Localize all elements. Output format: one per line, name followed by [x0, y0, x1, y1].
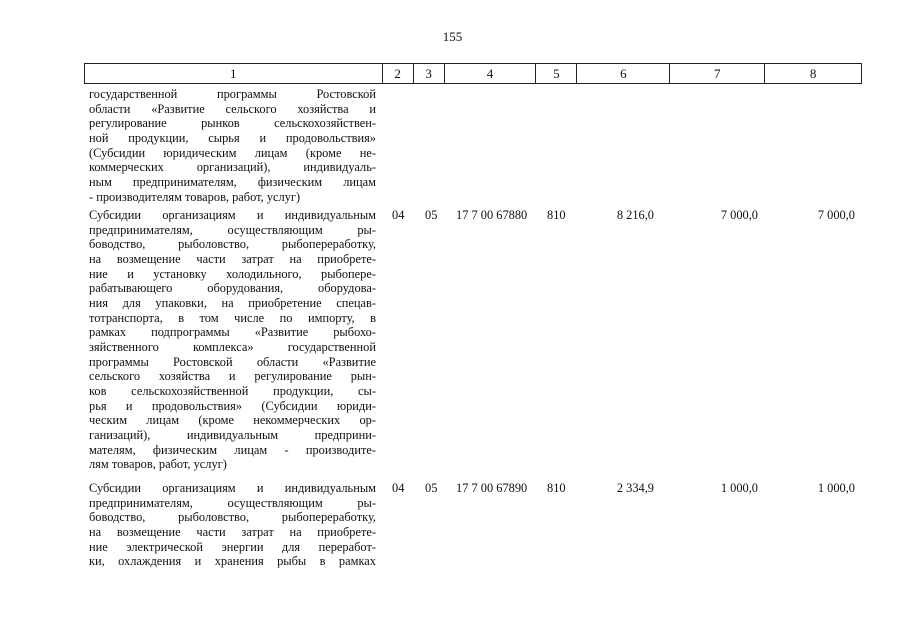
- description-line: рамках подпрограммы «Развитие рыбохо-: [89, 325, 376, 340]
- cell-amount-2: 1 000,0: [720, 481, 758, 495]
- description-line: рья и продовольствия» (Субсидии юриди-: [89, 398, 376, 413]
- description-line: области «Развитие сельского хозяйства и: [89, 101, 376, 116]
- page-number: 155: [442, 29, 463, 44]
- cell-amount-1: 8 216,0: [616, 208, 654, 222]
- description-line: - производителям товаров, работ, услуг): [89, 189, 301, 204]
- description-line: ным предпринимателям, физическим лицам: [89, 174, 376, 189]
- description-line: коммерческих организаций), индивидуаль-: [89, 160, 376, 175]
- description-line: ческим лицам (кроме некоммерческих ор-: [89, 413, 376, 428]
- cell-amount-3: 1 000,0: [817, 481, 855, 495]
- header-col-1: 1: [85, 64, 383, 83]
- description-line: лям товаров, работ, услуг): [89, 457, 227, 472]
- description-line: сельского хозяйства и регулирование рын-: [89, 369, 376, 384]
- description-line: зяйственного комплекса» государственной: [89, 339, 376, 354]
- cell-amount-1: 2 334,9: [616, 481, 654, 495]
- row-description: [89, 481, 376, 569]
- description-line: (Субсидии юридическим лицам (кроме не-: [89, 145, 376, 160]
- description-line: регулирование рынков сельскохозяйствен-: [89, 116, 376, 131]
- cell-subsection: 05: [425, 208, 438, 222]
- description-line: боводство, рыболовство, рыбопереработку,: [89, 510, 376, 525]
- description-line: тотранспорта, в том числе по импорту, в: [89, 310, 376, 325]
- cell-expense-type: 810: [547, 481, 566, 495]
- description-line: государственной программы Ростовской: [89, 87, 376, 101]
- description-line: ния для упаковки, на приобретение спецав-: [89, 295, 376, 310]
- description-line: мателям, физическим лицам - производите-: [89, 442, 376, 457]
- cell-section: 04: [392, 208, 405, 222]
- description-line: Субсидии организациям и индивидуальным: [89, 481, 376, 495]
- row-description: [89, 87, 376, 204]
- cell-section: 04: [392, 481, 405, 495]
- cell-amount-2: 7 000,0: [720, 208, 758, 222]
- row-description: [89, 208, 376, 472]
- description-line: ние электрической энергии для переработ-: [89, 539, 376, 554]
- header-col-4: 4: [445, 64, 537, 83]
- description-line: Субсидии организациям и индивидуальным: [89, 208, 376, 222]
- header-col-7: 7: [670, 64, 765, 83]
- description-line: предпринимателям, осуществляющим ры-: [89, 222, 376, 237]
- header-col-5: 5: [536, 64, 577, 83]
- cell-amount-3: 7 000,0: [817, 208, 855, 222]
- description-line: боводство, рыболовство, рыбопереработку,: [89, 237, 376, 252]
- description-line: ной продукции, сырья и продовольствия»: [89, 130, 376, 145]
- cell-target-code: 17 7 00 67890: [456, 481, 528, 495]
- header-col-2: 2: [383, 64, 414, 83]
- description-line: ки, охлаждения и хранения рыбы в рамках: [89, 554, 376, 569]
- description-line: ние и установку холодильного, рыбопере-: [89, 266, 376, 281]
- table-header-row: [84, 63, 862, 84]
- description-line: ков сельскохозяйственной продукции, сы-: [89, 383, 376, 398]
- cell-target-code: 17 7 00 67880: [456, 208, 528, 222]
- cell-expense-type: 810: [547, 208, 566, 222]
- description-line: рабатывающего оборудования, оборудова-: [89, 281, 376, 296]
- description-line: на возмещение части затрат на приобрете-: [89, 251, 376, 266]
- header-col-6: 6: [577, 64, 670, 83]
- description-line: предпринимателям, осуществляющим ры-: [89, 495, 376, 510]
- cell-subsection: 05: [425, 481, 438, 495]
- description-line: ганизаций), индивидуальным предприни-: [89, 427, 376, 442]
- description-line: программы Ростовской области «Развитие: [89, 354, 376, 369]
- header-col-3: 3: [414, 64, 445, 83]
- description-line: на возмещение части затрат на приобрете-: [89, 524, 376, 539]
- header-col-8: 8: [765, 64, 862, 83]
